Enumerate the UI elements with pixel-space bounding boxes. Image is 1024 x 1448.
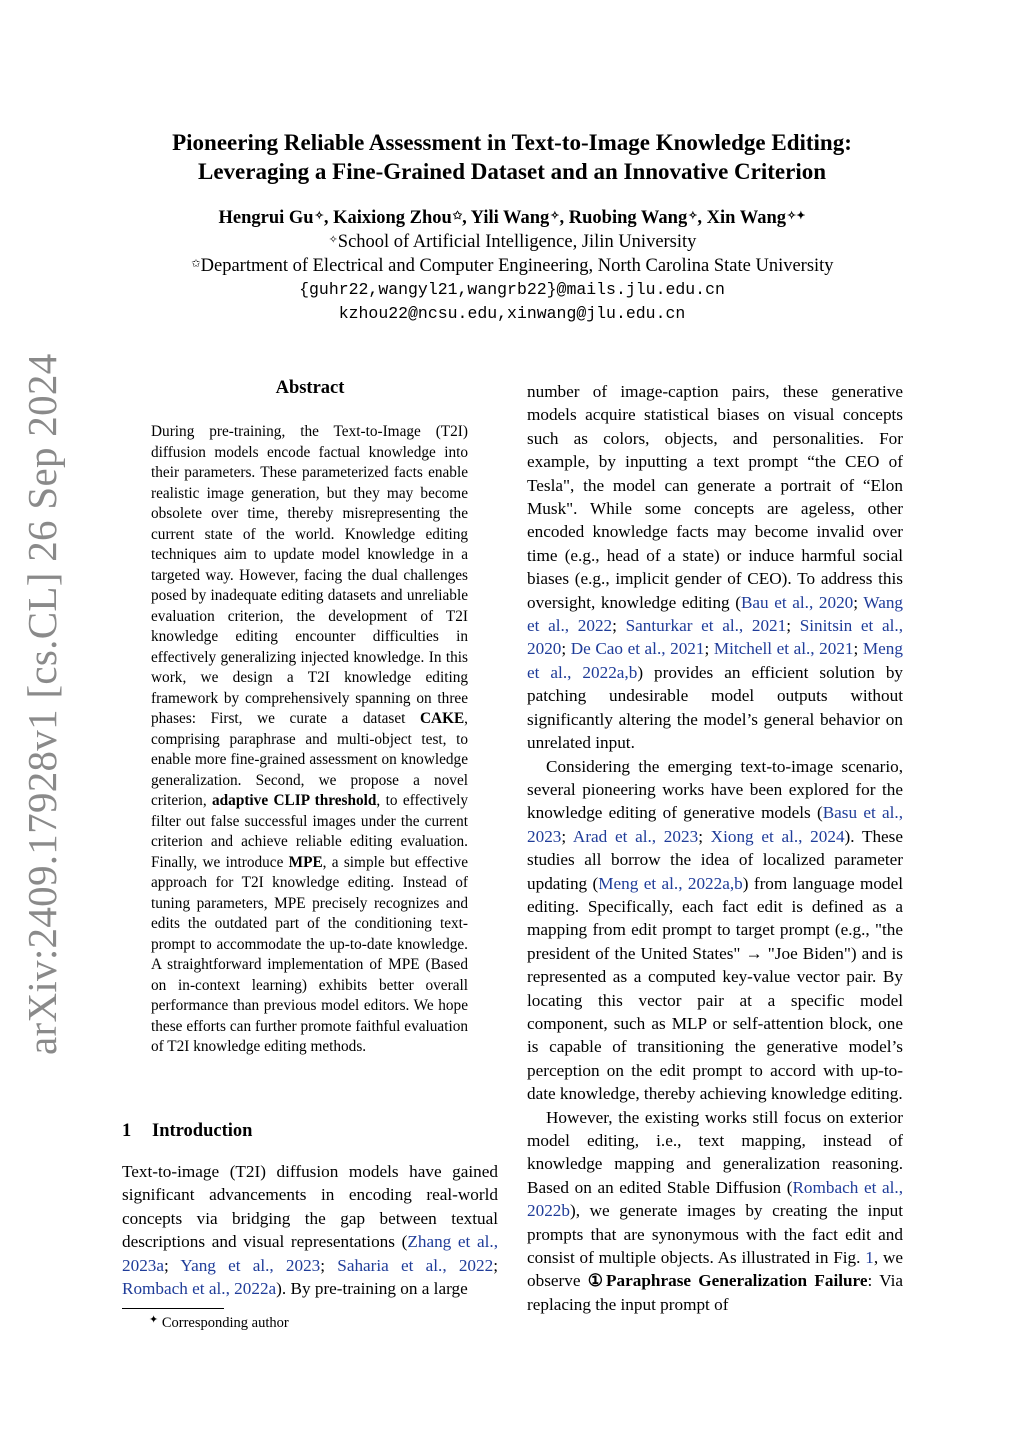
body-paragraph — [527, 755, 903, 1106]
footnote-rule — [122, 1308, 224, 1309]
affiliation-mark: ✧ — [314, 210, 324, 222]
affiliation-mark: ✧ — [550, 210, 560, 222]
footnote — [148, 1315, 289, 1332]
text-run: , we observe — [527, 1248, 904, 1291]
text-run: number of image-caption pairs, these generative models acquire statistical biases on visual concepts such as colors, objects, and personalities. For example, by inputting a text prompt “the CEO of Tesla", the model can generate a portrait of “Elon Musk". While some concepts are ageless, other encoded knowledge facts may become invalid over time (e.g., head of a state) or induce harmful social biases (e.g., implicit gender of CEO). To address this oversight, knowledge editing ( — [527, 382, 903, 612]
bold-term: MPE — [288, 853, 323, 871]
citation-link[interactable]: Xiong et al., 2024 — [710, 826, 845, 846]
bold-term: CAKE — [419, 710, 465, 727]
affiliation-mark: ✩ — [452, 210, 463, 222]
affiliation-text: Department of Electrical and Computer Engineering, North Carolina State University — [200, 256, 834, 276]
title-line-2: Leveraging a Fine-Grained Dataset and an Innovative Criterion — [198, 159, 826, 184]
citation-link[interactable]: Wang et al., 2022 — [527, 592, 904, 636]
citation-link[interactable]: Rombach et al., 2022a — [122, 1279, 277, 1299]
author-name: Kaixiong Zhou — [333, 208, 452, 228]
right-column — [527, 380, 903, 1316]
text-run: ), we generate images by creating the input prompts that are synonymous with the fact edit and consist of multiple objects. As illustrated in Fig. — [527, 1201, 903, 1268]
arxiv-identifier: arXiv:2409.17928v1 [cs.CL] 26 Sep 2024 — [19, 353, 65, 1055]
introduction-left-column — [122, 1160, 498, 1300]
bold-term: adaptive CLIP threshold — [212, 792, 377, 809]
text-run: ; — [853, 639, 863, 659]
abstract-paragraph — [151, 422, 468, 1058]
footnote-text: Corresponding author — [161, 1315, 289, 1331]
citation-link[interactable]: Basu et al., 2023 — [527, 803, 903, 846]
text-run: : Via replacing the input prompt of — [527, 1271, 903, 1314]
text-run: Considering the emerging text-to-image scenario, several pioneering works have been explored for the knowledge editing of generative models ( — [527, 756, 903, 823]
abstract-body — [151, 422, 468, 1058]
citation-link[interactable]: Yang et al., 2023 — [180, 1255, 321, 1275]
citation-link[interactable]: Santurkar et al., 2021 — [625, 616, 787, 636]
citation-link[interactable]: Bau et al., 2020 — [740, 592, 854, 612]
citation-link[interactable]: Mitchell et al., 2021 — [713, 639, 854, 659]
text-run: ; — [561, 639, 571, 659]
abstract-heading: Abstract — [275, 378, 345, 398]
paper-header — [100, 128, 924, 326]
author-list — [100, 206, 924, 230]
paper-title — [100, 128, 924, 186]
affiliation-mark: ✩ — [191, 258, 201, 270]
text-run: ; — [704, 639, 714, 659]
citation-link[interactable]: Arad et al., 2023 — [572, 826, 699, 846]
citation-link[interactable]: Zhang et al., 2023a — [122, 1232, 498, 1275]
citation-link[interactable]: Sinitsin et al., 2020 — [527, 616, 904, 659]
affiliation-mark: ✧ — [688, 210, 698, 222]
citation-link[interactable]: De Cao et al., 2021 — [570, 639, 705, 659]
author-name: Yili Wang — [470, 208, 550, 228]
text-run: ; — [164, 1255, 181, 1275]
text-run: Text-to-image (T2I) diffusion models have gained significant advancements in encoding real-world concepts via bridging the gap between textual descriptions and visual representations ( — [122, 1162, 498, 1252]
text-run: ; — [320, 1255, 338, 1275]
section-title: Introduction — [152, 1121, 253, 1141]
citation-link[interactable]: Saharia et al., 2022 — [337, 1255, 494, 1275]
text-run: , to effectively filter out false successful images under the current criterion and achieve reliable editing evaluation. Finally, we introduce — [151, 792, 468, 871]
citation-link[interactable]: Meng et al., 2022a,b — [527, 639, 903, 682]
text-run: , comprising paraphrase and multi-object test, to enable more fine-grained assessment on knowledge generalization. Second, we propose a novel criterion, — [151, 710, 468, 809]
body-paragraph — [527, 380, 903, 755]
text-run: ; — [561, 826, 573, 846]
text-run: ). By pre-training on a large — [276, 1279, 468, 1299]
affiliation-text: School of Artificial Intelligence, Jilin University — [337, 232, 697, 252]
author-name: Xin Wang — [706, 208, 787, 228]
affiliation-mark: ✧✦ — [787, 210, 806, 222]
author-name: Hengrui Gu — [218, 208, 314, 228]
text-run: ; — [853, 592, 864, 612]
text-run: ) from language model editing. Specifically, each fact edit is defined as a mapping from edit prompt to target prompt (e.g., "the president of the United States" → "Joe Biden") and is represented as a computed key-value vector pair. By locating this vector pair at a specific model component, such as MLP or self-attention block, one is capable of transitioning the generative model’s perception on the edit prompt to accord with up-to-date knowledge, thereby achieving knowledge editing. — [527, 873, 903, 1104]
body-paragraph — [527, 1106, 903, 1317]
email-line-1: {guhr22,wangyl21,wangrb22}@mails.jlu.edu.cn — [299, 280, 725, 299]
author-separator: , — [462, 208, 471, 228]
affiliation-jilin — [100, 230, 924, 254]
text-run: During pre-training, the Text-to-Image (T2I) diffusion models encode factual knowledge into their parameters. These parameterized facts enable realistic image generation, but they may become obsolete over time, thereby misrepresenting the current state of the world. Knowledge editing techniques aim to update model knowledge in a targeted way. However, facing the dual challenges posed by inadequate editing datasets and unreliable evaluation criterion, the development of T2I knowledge editing encounter difficulties in effectively generalizing injected knowledge. In this work, we design a T2I knowledge editing framework by comprehensively spanning on three phases: First, we curate a dataset — [151, 423, 468, 727]
text-run: ; — [786, 616, 800, 636]
affiliation-ncsu — [100, 254, 924, 278]
citation-link[interactable]: Meng et al., 2022a,b — [598, 873, 743, 893]
author-name: Ruobing Wang — [568, 208, 688, 228]
text-run: ) provides an efficient solution by patching undesirable model outputs without significantly altering the model’s general behavior on unrelated input. — [527, 662, 904, 753]
text-run: ; — [612, 616, 626, 636]
text-run: , a simple but effective approach for T2I knowledge editing. Instead of tuning parameters, MPE precisely recognizes and edits the outdated part of the conditioning text-prompt to accommodate the up-to-date knowledge. A straightforward implementation of MPE (Based on in-context learning) exhibits better overall performance than previous model editors. We hope these efforts can further promote faithful evaluation of T2I knowledge editing methods. — [151, 853, 468, 1055]
section-number: 1 — [122, 1121, 132, 1141]
author-separator: , — [559, 208, 569, 228]
section-heading-introduction — [122, 1121, 252, 1142]
footnote-mark: ✦ — [149, 1314, 159, 1326]
citation-link[interactable]: Rombach et al., 2022b — [527, 1177, 903, 1221]
text-run: ; — [493, 1255, 498, 1275]
author-separator: , — [323, 208, 334, 228]
citation-link[interactable]: 1 — [865, 1248, 874, 1268]
email-line-2: kzhou22@ncsu.edu,xinwang@jlu.edu.cn — [338, 304, 686, 323]
affiliation-mark: ✧ — [328, 234, 338, 246]
text-run: ; — [698, 826, 711, 846]
author-separator: , — [697, 208, 707, 228]
intro-paragraph — [122, 1160, 498, 1300]
title-line-1: Pioneering Reliable Assessment in Text-to-Image Knowledge Editing: — [172, 130, 852, 155]
text-run: ). These studies all borrow the idea of localized parameter updating ( — [527, 826, 904, 893]
text-run: However, the existing works still focus on exterior model editing, i.e., text mapping, instead of knowledge mapping and generalization reasoning. Based on an edited Stable Diffusion ( — [527, 1107, 903, 1197]
bold-term: ①Paraphrase Generalization Failure — [587, 1271, 868, 1291]
